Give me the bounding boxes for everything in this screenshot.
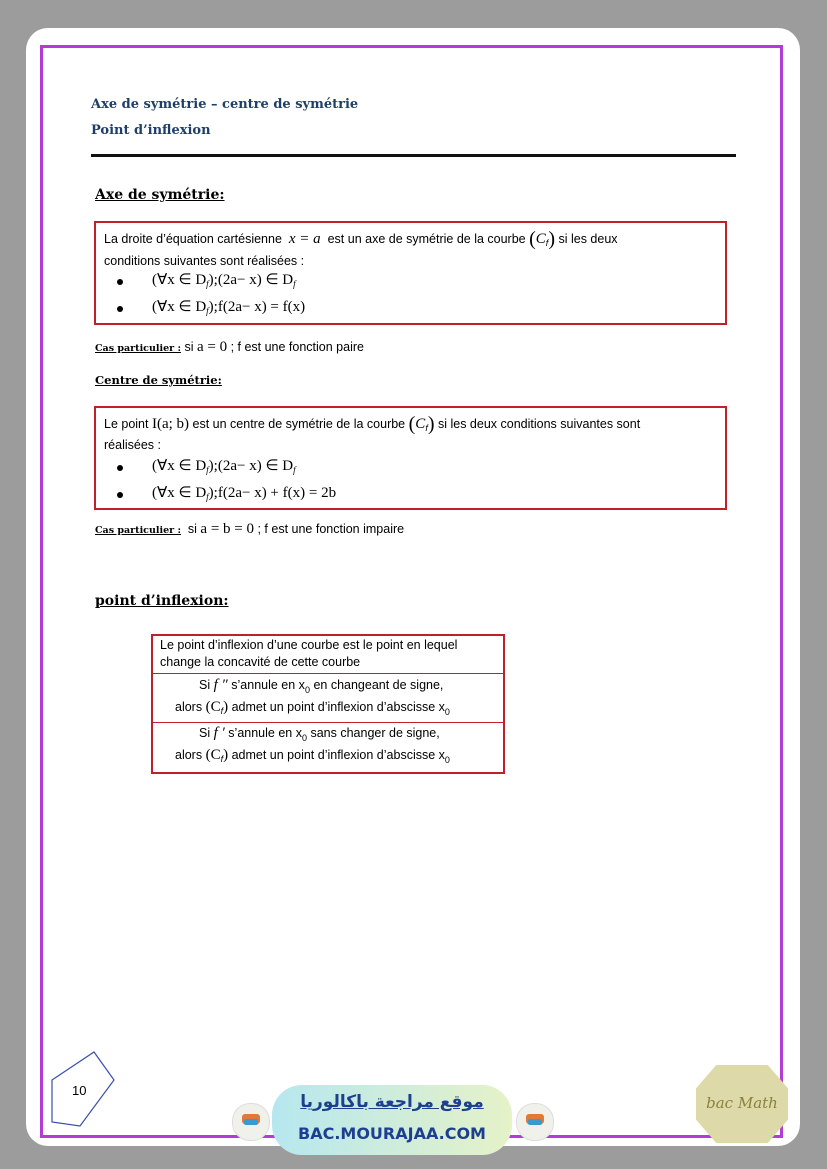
bac-math-logo-text: bac Math: [706, 1094, 778, 1112]
bullet: [117, 279, 123, 285]
inflexion-rule2-line2: alors $(C_f)$ admet un point d’inflexion d’abscisse $x_0$: [175, 747, 450, 765]
centre-intro-line: Le point I(a; b) est un centre de symétrie de la courbe $(C_f)$ si les deux conditions suivantes sont: [104, 413, 641, 435]
centre-definition-box: [94, 406, 727, 510]
section-centre-title: Centre de symétrie:: [95, 373, 222, 387]
axe-intro-b: est un axe de symétrie de la courbe: [327, 232, 526, 246]
axe-condition-2: (∀x ∈ $D_f);f(2a- x) = f(x)$: [152, 299, 306, 316]
axe-definition-box: [94, 221, 727, 325]
bullet: [117, 492, 123, 498]
cas-particulier-paire: Cas particulier : si a = 0 ; f est une fonction paire: [95, 339, 364, 355]
cas-particulier-impaire: Cas particulier : si a = b = 0 ; f est une fonction impaire: [95, 521, 405, 537]
inflexion-rule1-line2: alors $(C_f)$ admet un point d’inflexion d’abscisse $x_0$: [175, 699, 450, 717]
page-border: [40, 45, 783, 1138]
header-title: Axe de symétrie – centre de symétrie: [91, 97, 359, 112]
inflexion-definition-line1: Le point d’inflexion d’une courbe est le point en lequel: [160, 638, 458, 652]
axe-intro-a: La droite d’équation cartésienne: [104, 232, 282, 246]
centre-condition-2: (∀x ∈ $D_f);f(2a- x) + f(x) = 2b$: [152, 485, 337, 502]
table-row: [153, 674, 503, 723]
inflexion-table: [151, 634, 505, 774]
inflexion-rule1-line1: Si f ″ s’annule en $x_0$ en changeant de signe,: [199, 677, 444, 695]
section-axe-title: Axe de symétrie:: [95, 187, 225, 203]
axe-intro-c: si les deux: [558, 232, 618, 246]
axe-condition-1: (∀x ∈ $D_f);(2a- x)$ ∈ $D_f$: [152, 272, 296, 289]
header-subtitle: Point d’inflexion: [91, 123, 211, 138]
axe-intro-line: La droite d’équation cartésienne x = a est un axe de symétrie de la courbe $(C_f)$ si les deux: [104, 228, 618, 250]
axe-intro-line2: conditions suivantes sont réalisées :: [104, 254, 305, 268]
section-inflexion-title: point d’inflexion:: [95, 593, 229, 609]
centre-point: I(a; b): [151, 416, 190, 432]
site-logo-left-icon: [232, 1103, 270, 1141]
centre-condition-1: (∀x ∈ $D_f);(2a- x)$ ∈ $D_f$: [152, 458, 296, 475]
table-row: [153, 723, 503, 772]
site-arabic-name: موقع مراجعة باكالوريا: [300, 1092, 484, 1112]
bullet: [117, 465, 123, 471]
header-rule: [91, 154, 736, 157]
table-row: [153, 636, 503, 674]
inflexion-definition-line2: change la concavité de cette courbe: [160, 655, 361, 669]
site-url[interactable]: BAC.MOURAJAA.COM: [298, 1124, 486, 1143]
page-number: 10: [72, 1083, 87, 1098]
bullet: [117, 306, 123, 312]
inflexion-rule2-line1: Si f ′ s’annule en $x_0$ sans changer de signe,: [199, 725, 440, 743]
axe-equation: x = a: [288, 231, 321, 247]
site-logo-right-icon: [516, 1103, 554, 1141]
centre-intro-line2: réalisées :: [104, 438, 161, 452]
